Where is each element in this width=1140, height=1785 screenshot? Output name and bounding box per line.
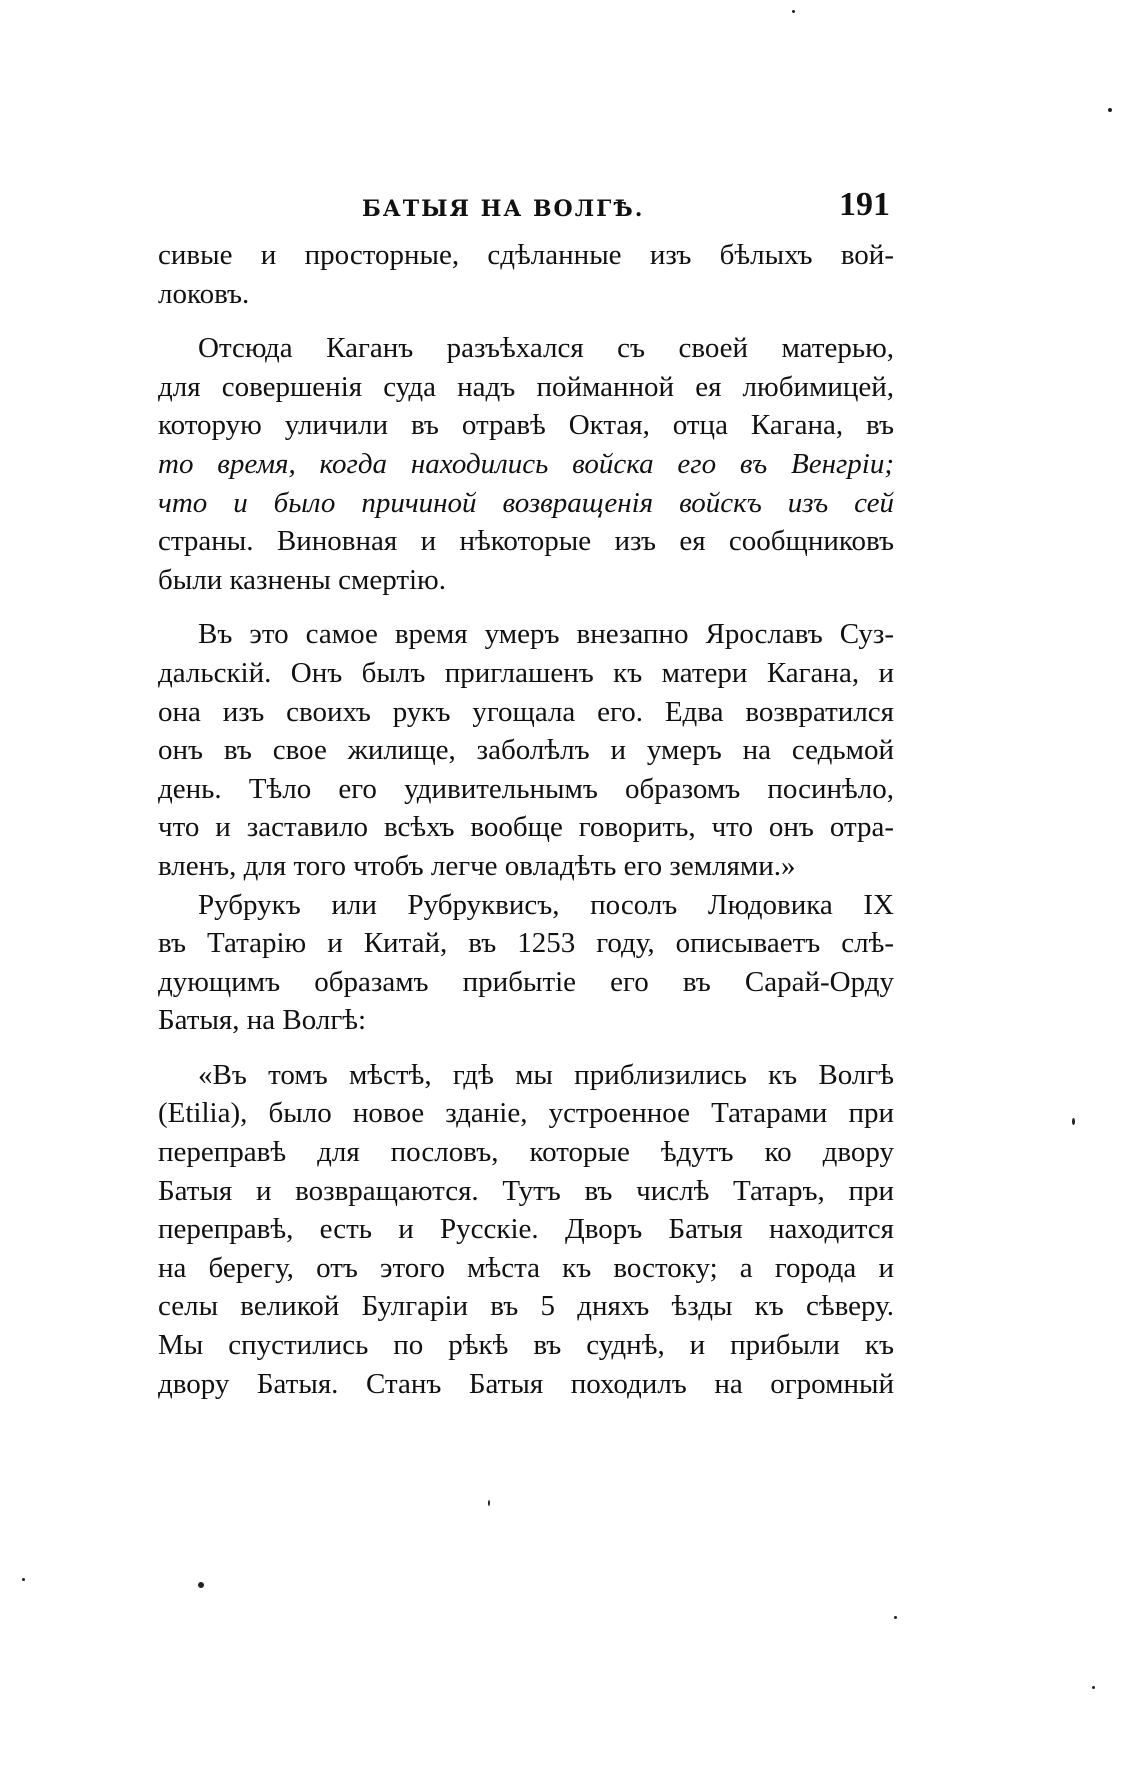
text-line: локовъ. xyxy=(158,277,250,310)
text-line: сивые и просторные, сдѣланные изъ бѣлыхъ вой- xyxy=(158,239,894,271)
scan-speck xyxy=(1072,1118,1075,1125)
text-line: на берегу, отъ этого мѣста къ востоку; а города и xyxy=(158,1251,894,1284)
text-line: дальскій. Онъ былъ приглашенъ къ матери Кагана, и xyxy=(158,656,894,689)
text-line: селы великой Булгаріи въ 5 дняхъ ѣзды къ сѣверу. xyxy=(158,1290,894,1323)
text-line: которую уличили въ отравѣ Октая, отца Кагана, въ xyxy=(158,409,894,442)
text-line: были казнены смертію. xyxy=(158,563,446,596)
paragraph-3 xyxy=(158,615,894,885)
text-line: день. Тѣло его удивительнымъ образомъ посинѣло, xyxy=(158,772,894,805)
text-line: переправѣ, есть и Русскіе. Дворъ Батыя находится xyxy=(158,1213,894,1246)
text-line: страны. Виновная и нѣкоторые изъ ея сообщниковъ xyxy=(158,525,894,558)
text-line: (Etilia), было новое зданіе, устроенное Татарами при xyxy=(158,1097,894,1130)
paragraph-gap xyxy=(158,1040,894,1056)
text-line: она изъ своихъ рукъ угощала его. Едва возвратился xyxy=(158,695,894,728)
page-number: 191 xyxy=(839,186,890,223)
scan-speck xyxy=(1092,1686,1095,1689)
scan-speck xyxy=(1108,108,1112,112)
paragraph-gap xyxy=(158,313,894,329)
paragraph-2 xyxy=(158,329,894,599)
paragraph-gap xyxy=(158,599,894,615)
text-line: переправѣ для пословъ, которые ѣдутъ ко двору xyxy=(158,1136,894,1169)
text-line: Отсюда Каганъ разъѣхался съ своей матерью, xyxy=(198,332,894,365)
text-line: онъ въ свое жилище, заболѣлъ и умеръ на седьмой xyxy=(158,734,894,767)
text-line: что и заставило всѣхъ вообще говорить, что онъ отра- xyxy=(158,811,894,844)
text-line: дующимъ образамъ прибытіе его въ Сарай-Орду xyxy=(158,965,894,998)
body-text xyxy=(158,236,894,1403)
running-head: БАТЫЯ НА ВОЛГѢ. xyxy=(362,196,645,222)
text-line: «Въ томъ мѣстѣ, гдѣ мы приблизились къ Волгѣ xyxy=(198,1058,894,1091)
scan-speck xyxy=(894,1616,897,1619)
text-line: Мы спустились по рѣкѣ въ суднѣ, и прибыли къ xyxy=(158,1329,894,1362)
scan-speck xyxy=(22,1578,25,1581)
text-line: вленъ, для того чтобъ легче овладѣть его землями.» xyxy=(158,849,796,882)
text-line: Батыя, на Волгѣ: xyxy=(158,1004,367,1037)
text-line-italic: то время, когда находились войска его въ Венгріи; xyxy=(158,447,894,480)
text-line: въ Татарію и Китай, въ 1253 году, описываетъ слѣ- xyxy=(158,927,894,960)
paragraph-1 xyxy=(158,236,894,313)
text-line: Батыя и возвращаются. Тутъ въ числѣ Татаръ, при xyxy=(158,1174,894,1207)
text-line-italic: что и было причиной возвращенія войскъ изъ сей xyxy=(158,486,894,519)
text-line: двору Батыя. Станъ Батыя походилъ на огромный xyxy=(158,1367,894,1400)
text-line: Рубрукъ или Рубруквисъ, посолъ Людовика IX xyxy=(198,888,894,921)
scan-speck xyxy=(792,10,795,13)
scan-speck xyxy=(488,1500,490,1506)
text-line: Въ это самое время умеръ внезапно Ярославъ Суз- xyxy=(198,618,894,651)
scan-speck xyxy=(198,1582,204,1588)
text-line: для совершенія суда надъ пойманной ея любимицей, xyxy=(158,370,894,403)
paragraph-5 xyxy=(158,1056,894,1403)
paragraph-4 xyxy=(158,886,894,1040)
page-header xyxy=(158,186,898,236)
